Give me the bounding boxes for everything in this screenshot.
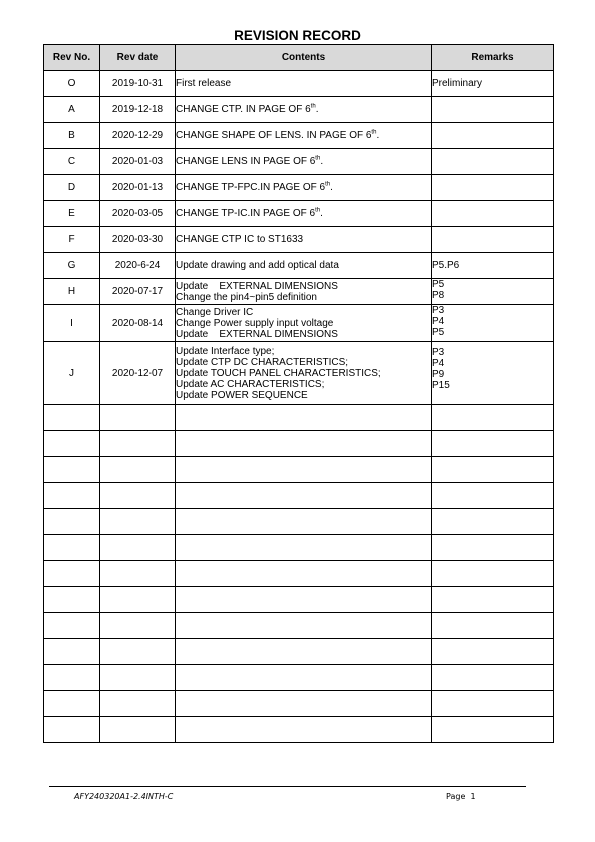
remarks-cell [432,342,554,405]
footer-page-number: 1 [470,792,476,801]
footer-rule [49,786,526,787]
empty-cell [100,691,176,717]
empty-cell [432,509,554,535]
remarks-line: P15 [432,380,450,391]
revision-table [43,44,554,743]
contents-line [176,182,431,193]
contents-text: CHANGE TP-IC.IN PAGE OF 6 [176,208,316,219]
contents-text: Update AC CHARACTERISTICS; [176,378,325,390]
contents-text: Change Power supply input voltage [176,317,334,329]
empty-cell [176,639,432,665]
contents-text: Update POWER SEQUENCE [176,389,308,401]
remarks-line: P5.P6 [432,260,460,271]
contents-line [176,346,431,357]
empty-cell [432,639,554,665]
empty-cell [44,561,100,587]
rev-no-cell: I [44,305,100,342]
empty-cell [100,483,176,509]
empty-row [44,431,554,457]
contents-line [176,234,431,245]
contents-suffix: . [330,182,333,193]
empty-cell [432,431,554,457]
rev-no-cell: G [44,253,100,279]
rev-no-cell: F [44,227,100,253]
empty-cell [432,405,554,431]
empty-cell [176,613,432,639]
empty-cell [44,405,100,431]
remarks-line: P5 [432,327,445,338]
contents-cell [176,342,432,405]
header-remarks: Remarks [432,45,554,71]
empty-cell [100,431,176,457]
rev-date-cell: 2020-12-29 [100,123,176,149]
empty-cell [176,717,432,743]
contents-line [176,104,431,115]
empty-cell [44,457,100,483]
empty-cell [44,431,100,457]
empty-row [44,717,554,743]
empty-cell [176,535,432,561]
rev-date-cell: 2020-6-24 [100,253,176,279]
table-row [44,227,554,253]
empty-row [44,691,554,717]
empty-cell [44,717,100,743]
empty-cell [44,509,100,535]
empty-cell [100,639,176,665]
empty-cell [100,665,176,691]
contents-line [176,318,431,329]
empty-cell [100,561,176,587]
header-rev-no: Rev No. [44,45,100,71]
remarks-line: P4 [432,316,445,327]
contents-text: CHANGE CTP. IN PAGE OF 6 [176,104,311,115]
contents-suffix: . [320,156,324,167]
empty-cell [432,483,554,509]
remarks-cell [432,253,554,279]
empty-row [44,535,554,561]
table-row [44,71,554,97]
empty-cell [432,561,554,587]
rev-date-cell: 2019-10-31 [100,71,176,97]
remarks-cell [432,227,554,253]
rev-date-cell: 2020-03-05 [100,201,176,227]
contents-cell [176,305,432,342]
empty-cell [176,405,432,431]
empty-row [44,665,554,691]
rev-no-cell: A [44,97,100,123]
contents-suffix: . [320,208,323,219]
remarks-cell [432,175,554,201]
empty-row [44,483,554,509]
empty-cell [176,431,432,457]
empty-cell [100,405,176,431]
empty-cell [100,717,176,743]
contents-text: Change the pin4~pin5 definition [176,291,317,303]
contents-cell [176,71,432,97]
empty-cell [100,587,176,613]
remarks-line: Preliminary [432,78,483,89]
rev-no-cell: D [44,175,100,201]
header-contents: Contents [176,45,432,71]
empty-cell [176,665,432,691]
contents-line [176,281,431,292]
rev-date-cell: 2020-07-17 [100,279,176,305]
rev-date-cell: 2020-01-13 [100,175,176,201]
contents-line [176,78,431,89]
header-row [44,45,554,71]
contents-text: Update EXTERNAL DIMENSIONS [176,280,338,292]
rev-no-cell: H [44,279,100,305]
empty-row [44,405,554,431]
rev-date-cell: 2020-03-30 [100,227,176,253]
empty-cell [100,535,176,561]
contents-line [176,292,431,303]
rev-no-cell: J [44,342,100,405]
remarks-cell [432,305,554,342]
empty-cell [100,457,176,483]
footer-page-label: Page [446,792,466,801]
contents-cell [176,253,432,279]
contents-cell [176,97,432,123]
rev-date-cell: 2020-08-14 [100,305,176,342]
empty-cell [44,587,100,613]
empty-row [44,509,554,535]
contents-line [176,390,431,401]
table-row [44,123,554,149]
empty-cell [100,509,176,535]
empty-cell [176,483,432,509]
table-row [44,253,554,279]
empty-cell [44,665,100,691]
contents-text: Change Driver IC [176,306,254,318]
rev-no-cell: C [44,149,100,175]
contents-cell [176,123,432,149]
remarks-cell [432,71,554,97]
remarks-line: P9 [432,369,445,380]
empty-cell [176,457,432,483]
empty-row [44,639,554,665]
contents-text: CHANGE LENS IN PAGE OF 6 [176,156,316,167]
empty-row [44,457,554,483]
contents-cell [176,279,432,305]
empty-cell [44,535,100,561]
empty-cell [100,613,176,639]
rev-no-cell: B [44,123,100,149]
remarks-cell [432,279,554,305]
contents-text: Update EXTERNAL DIMENSIONS [176,328,338,340]
table-row [44,149,554,175]
rev-date-cell: 2020-01-03 [100,149,176,175]
empty-cell [176,587,432,613]
empty-cell [176,691,432,717]
empty-cell [432,665,554,691]
contents-line [176,368,431,379]
remarks-line: P3 [432,347,445,358]
empty-cell [432,457,554,483]
empty-cell [432,691,554,717]
remarks-line: P8 [432,290,445,301]
document-title: REVISION RECORD [234,28,361,43]
table-row [44,175,554,201]
contents-line [176,307,431,318]
table-row [44,305,554,342]
superscript-th: th [371,129,377,136]
header-rev-date: Rev date [100,45,176,71]
contents-cell [176,149,432,175]
table-row [44,201,554,227]
table-row [44,279,554,305]
contents-suffix: . [376,130,380,141]
superscript-th: th [310,103,316,110]
rev-no-cell: O [44,71,100,97]
contents-cell [176,175,432,201]
empty-cell [176,561,432,587]
contents-line [176,208,431,219]
remarks-line: P4 [432,358,445,369]
empty-cell [432,587,554,613]
empty-row [44,613,554,639]
empty-cell [44,613,100,639]
table-row [44,342,554,405]
contents-text: Update CTP DC CHARACTERISTICS; [176,356,349,368]
empty-cell [44,639,100,665]
footer-doc-id: AFY240320A1-2.4INTH-C [74,792,174,801]
contents-line [176,357,431,368]
empty-cell [432,613,554,639]
empty-cell [432,717,554,743]
superscript-th: th [325,181,331,188]
contents-cell [176,227,432,253]
contents-line [176,156,431,167]
remarks-cell [432,149,554,175]
contents-line [176,379,431,390]
contents-line [176,260,431,271]
empty-cell [44,483,100,509]
rev-date-cell: 2020-12-07 [100,342,176,405]
contents-text: Update drawing and add optical data [176,260,339,271]
empty-cell [44,691,100,717]
empty-cell [432,535,554,561]
contents-line [176,329,431,340]
superscript-th: th [315,207,321,214]
contents-text: CHANGE TP-FPC.IN PAGE OF 6 [176,182,326,193]
remarks-line: P3 [432,305,445,316]
contents-text: CHANGE CTP IC to ST1633 [176,234,304,245]
remarks-cell [432,97,554,123]
rev-date-cell: 2019-12-18 [100,97,176,123]
contents-line [176,130,431,141]
contents-cell [176,201,432,227]
contents-text: CHANGE SHAPE OF LENS. IN PAGE OF 6 [176,130,372,141]
superscript-th: th [315,155,321,162]
table-row [44,97,554,123]
contents-text: Update Interface type; [176,345,275,357]
rev-no-cell: E [44,201,100,227]
contents-text: First release [176,78,232,89]
empty-cell [176,509,432,535]
contents-suffix: . [315,104,319,115]
contents-text: Update TOUCH PANEL CHARACTERISTICS; [176,367,381,379]
footer-page [446,792,476,801]
remarks-cell [432,123,554,149]
empty-row [44,561,554,587]
remarks-cell [432,201,554,227]
remarks-line: P5 [432,279,445,290]
empty-row [44,587,554,613]
